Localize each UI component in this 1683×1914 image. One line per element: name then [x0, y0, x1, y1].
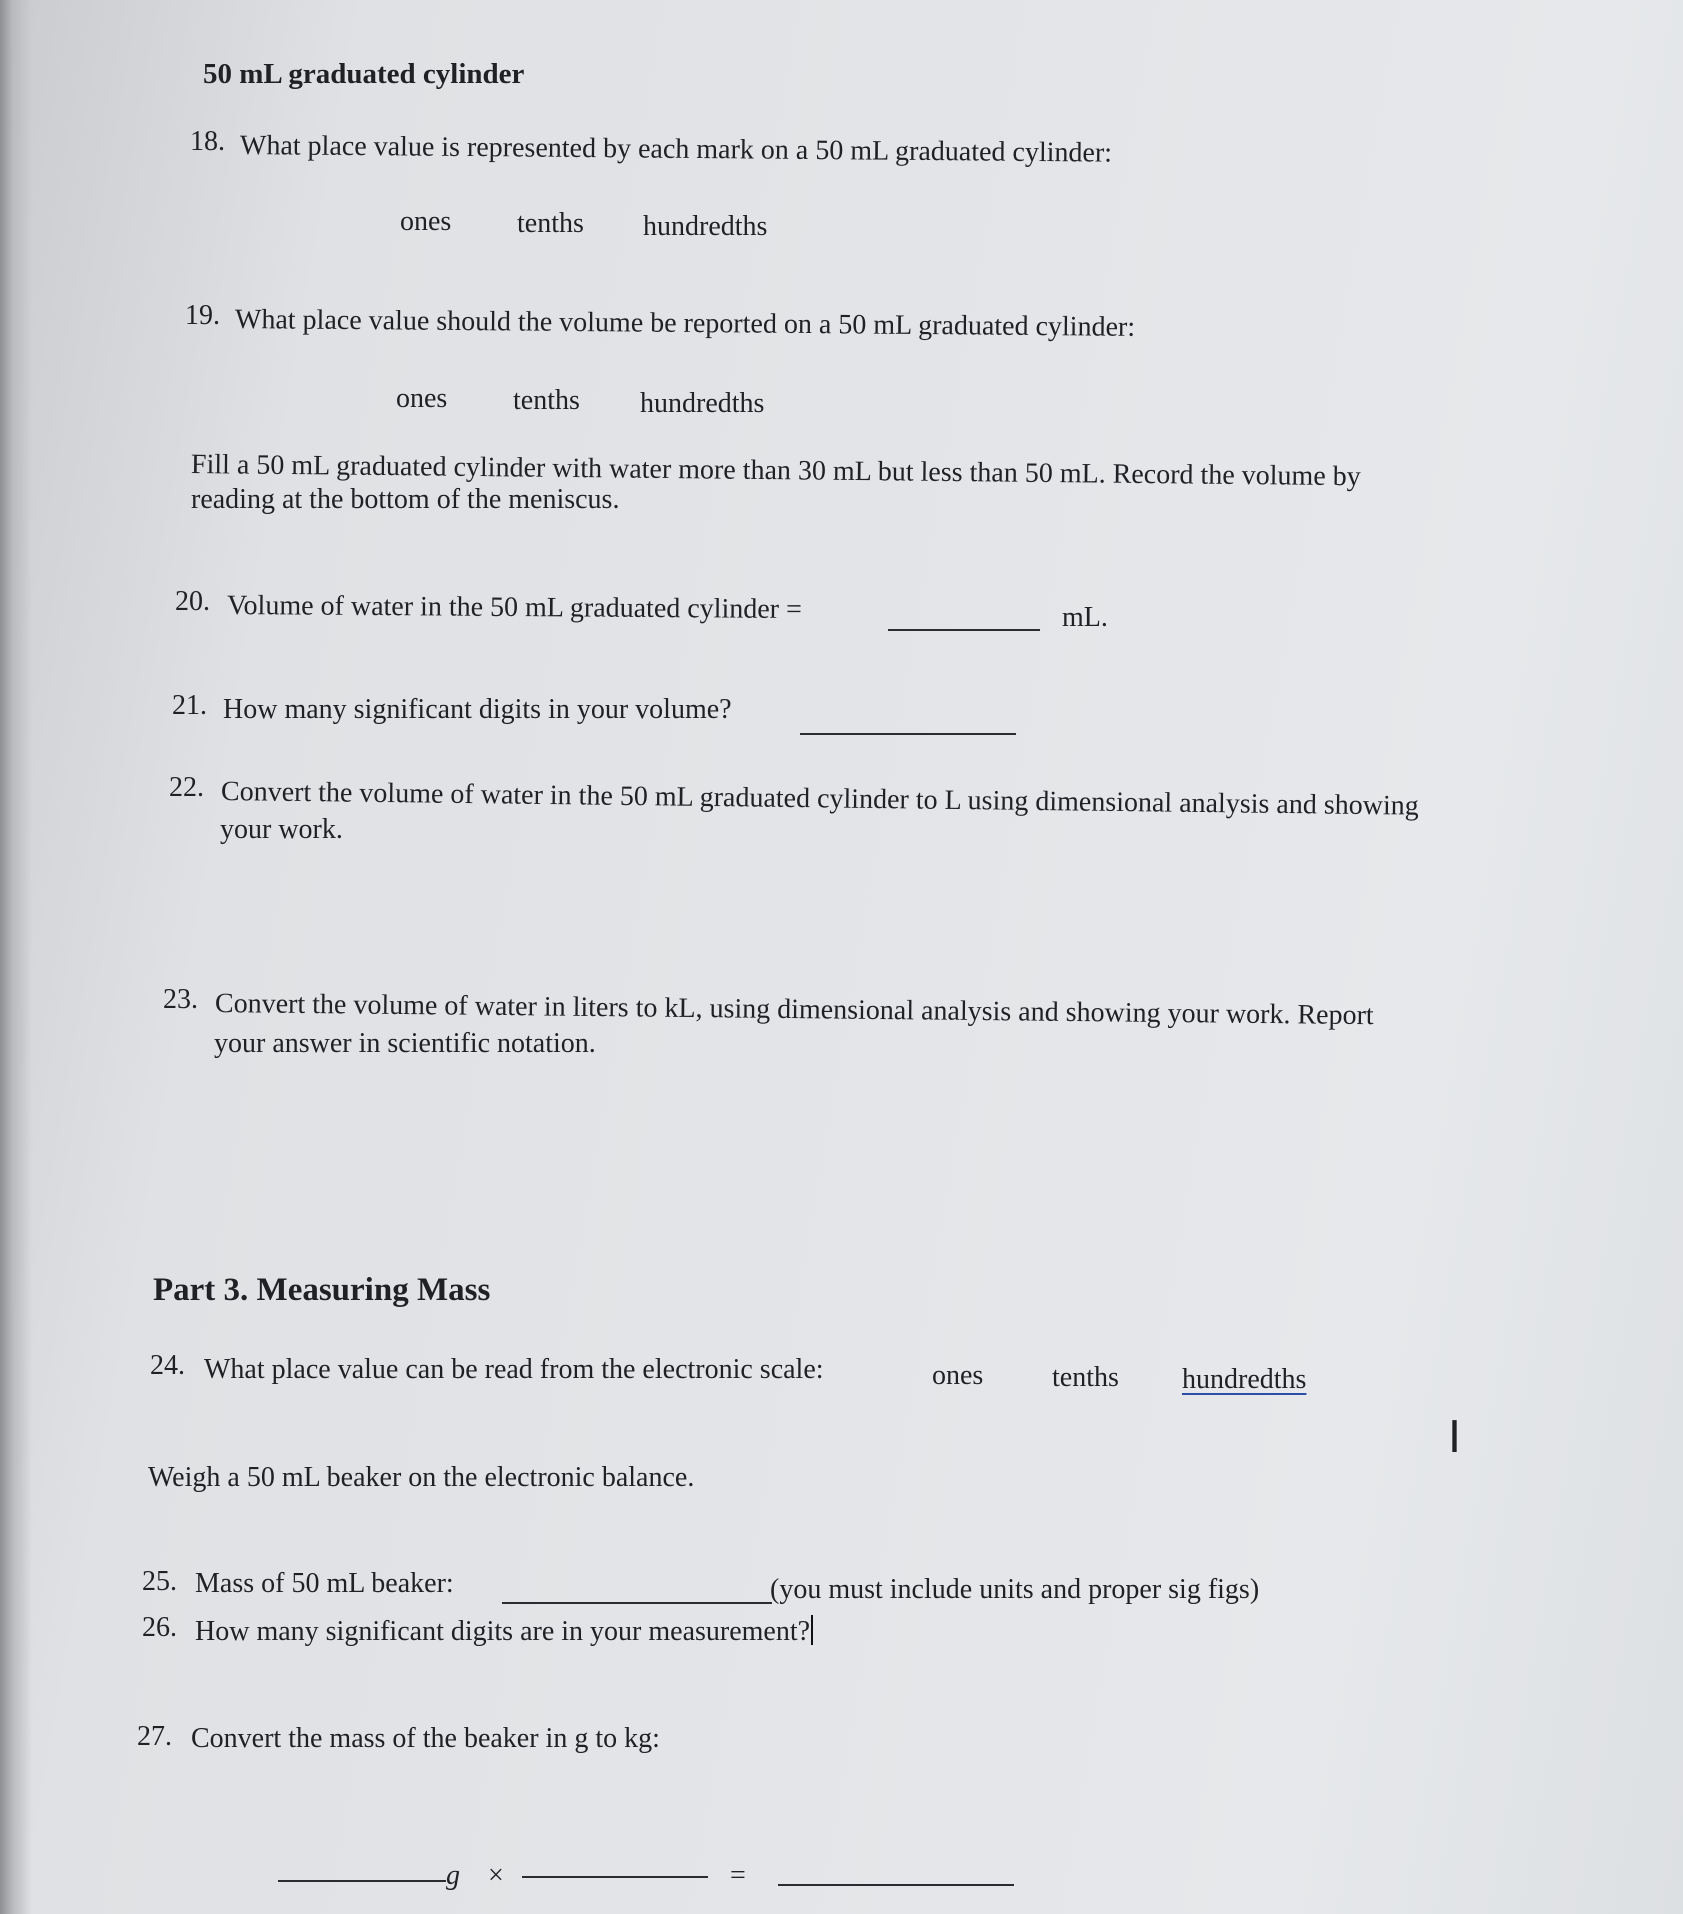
q19-text: What place value should the volume be reported on a 50 mL graduated cylinder: — [234, 304, 1136, 343]
fill-instruction-line1: Fill a 50 mL graduated cylinder with water more than 30 mL but less than 50 mL. Record the volume by — [190, 449, 1361, 493]
q23-line1: Convert the volume of water in liters to kL, using dimensional analysis and showing your work. Report — [214, 988, 1374, 1032]
q21-text: How many significant digits in your volume? — [223, 694, 732, 725]
q18-option-ones[interactable]: ones — [400, 206, 452, 237]
q27-number: 27. — [137, 1721, 172, 1752]
q24-option-tenths[interactable]: tenths — [1052, 1362, 1119, 1393]
q21-answer-blank[interactable] — [800, 733, 1016, 735]
part3-title: Part 3. Measuring Mass — [153, 1272, 491, 1308]
fill-instruction-line2: reading at the bottom of the meniscus. — [191, 484, 620, 515]
weigh-instruction: Weigh a 50 mL beaker on the electronic balance. — [148, 1462, 695, 1493]
q27-result-blank[interactable] — [778, 1884, 1014, 1886]
q25-answer-blank[interactable] — [502, 1602, 772, 1604]
text-caret — [811, 1615, 813, 1645]
q27-conversion-factor-blank[interactable] — [522, 1876, 708, 1878]
q19-option-ones[interactable]: ones — [396, 383, 448, 414]
q21-number: 21. — [172, 690, 207, 721]
q26-number: 26. — [142, 1612, 177, 1643]
q27-equals-sign: = — [730, 1860, 746, 1891]
q23-number: 23. — [163, 984, 198, 1015]
q24-text: What place value can be read from the electronic scale: — [204, 1354, 824, 1385]
q26-line[interactable] — [195, 1615, 813, 1648]
q24-option-ones[interactable]: ones — [932, 1360, 984, 1391]
q18-option-tenths[interactable]: tenths — [517, 208, 584, 239]
q25-note: (you must include units and proper sig figs) — [770, 1574, 1260, 1605]
q22-work-area[interactable] — [220, 860, 1520, 980]
q20-answer-blank[interactable] — [888, 629, 1040, 631]
q18-number: 18. — [190, 126, 225, 157]
q23-line2: your answer in scientific notation. — [214, 1028, 596, 1059]
q27-text: Convert the mass of the beaker in g to kg: — [191, 1723, 660, 1754]
q23-work-area[interactable] — [214, 1075, 1514, 1235]
q25-number: 25. — [142, 1566, 177, 1597]
q27-times-sign: × — [488, 1860, 504, 1891]
q25-text: Mass of 50 mL beaker: — [195, 1568, 454, 1599]
q20-text: Volume of water in the 50 mL graduated cylinder = — [226, 590, 802, 626]
text-cursor-ibeam-icon: I — [1448, 1412, 1461, 1463]
q24-number: 24. — [150, 1350, 185, 1381]
q26-text: How many significant digits are in your measurement? — [195, 1616, 811, 1647]
section-heading: 50 mL graduated cylinder — [203, 58, 525, 90]
q19-option-hundredths[interactable]: hundredths — [640, 388, 765, 419]
q18-option-hundredths[interactable]: hundredths — [643, 211, 768, 242]
q18-text: What place value is represented by each mark on a 50 mL graduated cylinder: — [239, 130, 1113, 169]
q24-option-hundredths-selected[interactable]: hundredths — [1182, 1364, 1307, 1395]
q19-option-tenths[interactable]: tenths — [513, 385, 580, 416]
q20-unit: mL. — [1062, 602, 1108, 633]
q27-grams-blank[interactable] — [278, 1880, 446, 1882]
q22-line1: Convert the volume of water in the 50 mL graduated cylinder to L using dimensional analysis and showing — [220, 776, 1419, 822]
q22-line2: your work. — [220, 814, 343, 845]
q19-number: 19. — [185, 300, 220, 331]
q22-number: 22. — [169, 772, 204, 803]
q20-number: 20. — [175, 586, 210, 617]
q27-unit-g: g — [446, 1860, 460, 1891]
